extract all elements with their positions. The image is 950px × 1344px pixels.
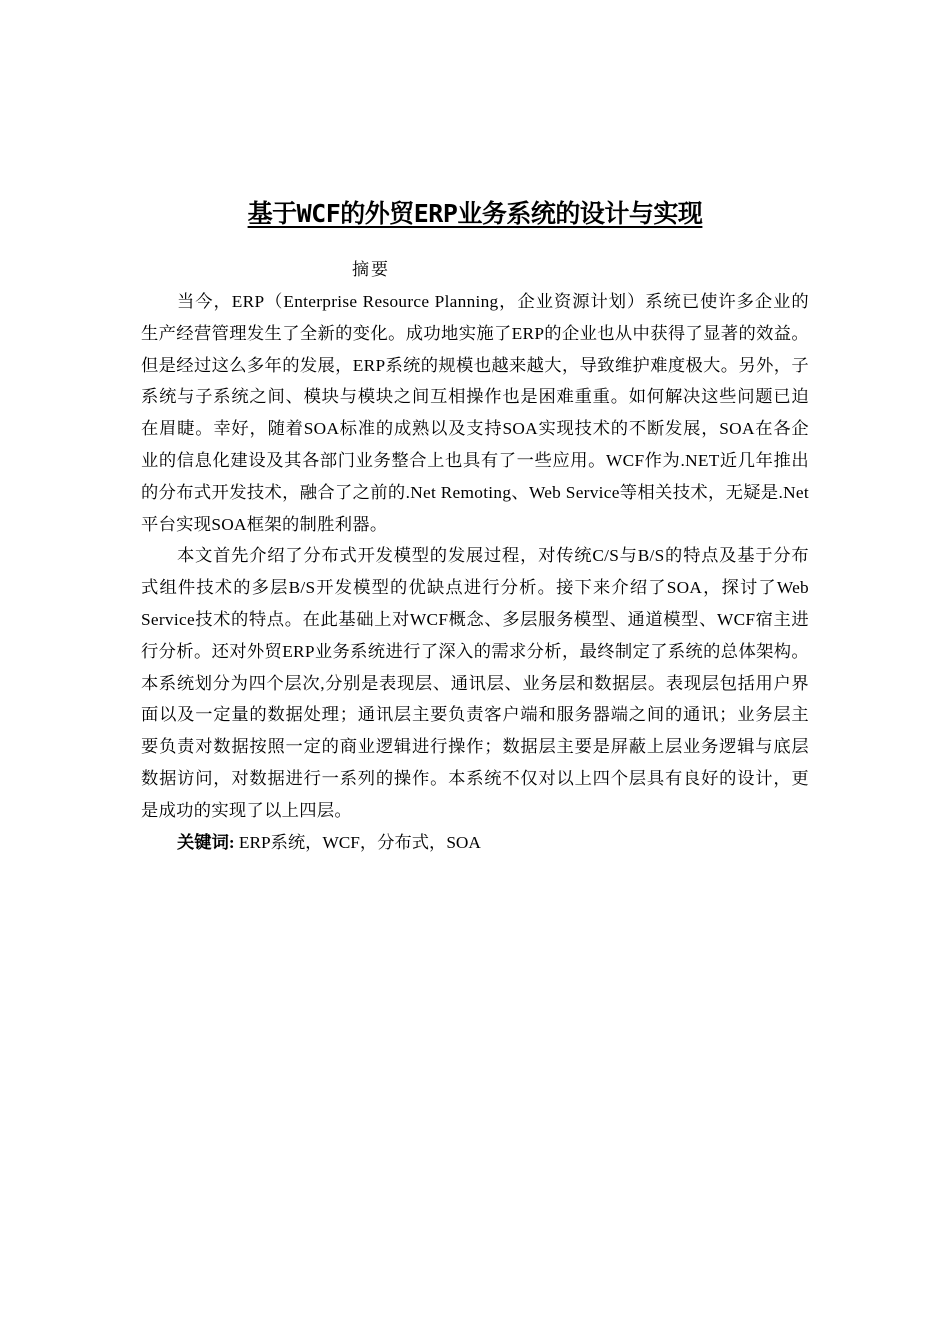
keywords-line	[141, 827, 809, 859]
document-title: 基于WCF的外贸ERP业务系统的设计与实现	[247, 199, 703, 228]
abstract-paragraph-1: 当今，ERP（Enterprise Resource Planning，企业资源计划）系统已使许多企业的生产经营管理发生了全新的变化。成功地实施了ERP的企业也从中获得了显著的效益。但是经过这么多年的发展，ERP系统的规模也越来越大，导致维护难度极大。另外，子系统与子系统之间、模块与模块之间互相操作也是困难重重。如何解决这些问题已迫在眉睫。幸好，随着SOA标准的成熟以及支持SOA实现技术的不断发展，SOA在各企业的信息化建设及其各部门业务整合上也具有了一些应用。WCF作为.NET近几年推出的分布式开发技术，融合了之前的.Net Remoting、Web Service等相关技术，无疑是.Net平台实现SOA框架的制胜利器。	[141, 292, 809, 534]
keywords-label: 关键词:	[177, 832, 235, 852]
abstract-paragraph-2: 本文首先介绍了分布式开发模型的发展过程，对传统C/S与B/S的特点及基于分布式组件技术的多层B/S开发模型的优缺点进行分析。接下来介绍了SOA，探讨了Web Service技术的特点。在此基础上对WCF概念、多层服务模型、通道模型、WCF宿主进行分析。还对外贸ERP业务系统进行了深入的需求分析，最终制定了系统的总体架构。本系统划分为四个层次,分别是表现层、通讯层、业务层和数据层。表现层包括用户界面以及一定量的数据处理；通讯层主要负责客户端和服务器端之间的通讯；业务层主要负责对数据按照一定的商业逻辑进行操作；数据层主要是屏蔽上层业务逻辑与底层数据访问，对数据进行一系列的操作。本系统不仅对以上四个层具有良好的设计，更是成功的实现了以上四层。	[141, 546, 809, 820]
abstract-heading: 摘要	[352, 260, 390, 279]
abstract-body	[141, 286, 809, 858]
keywords-value: ERP系统，WCF，分布式，SOA	[234, 832, 481, 852]
